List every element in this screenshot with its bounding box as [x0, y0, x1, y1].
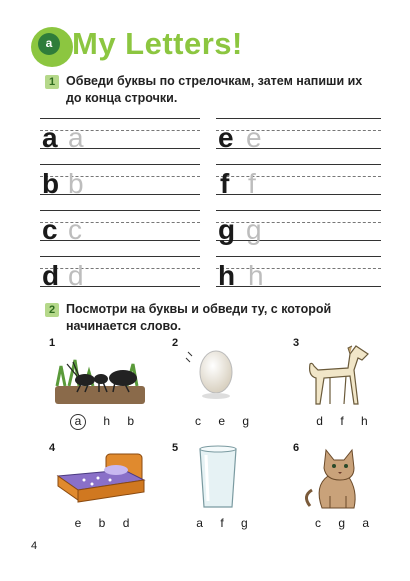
- choices-2: [172, 414, 272, 428]
- choices-1: [52, 414, 152, 430]
- letter-b: b: [42, 168, 60, 199]
- letter-d: d: [42, 260, 60, 291]
- bed-icon: [54, 450, 150, 506]
- writing-row-c[interactable]: [40, 210, 200, 246]
- letter-g: g: [218, 214, 236, 245]
- choice-letter[interactable]: a: [196, 516, 203, 530]
- choice-letter[interactable]: h: [103, 414, 110, 428]
- writing-row-d[interactable]: [40, 256, 200, 292]
- trace-letter-c: c: [68, 214, 82, 245]
- writing-row-g[interactable]: [216, 210, 381, 246]
- picture-number: 4: [49, 442, 56, 454]
- writing-row-b[interactable]: [40, 164, 200, 200]
- trace-letter-b: b: [68, 168, 84, 199]
- letter-f: f: [220, 168, 230, 199]
- glass-icon: [194, 445, 242, 511]
- task2-number: 2: [45, 303, 59, 317]
- egg-icon: [180, 342, 250, 404]
- choices-3: [292, 414, 392, 428]
- choice-letter[interactable]: d: [122, 516, 130, 530]
- choices-5: [172, 516, 272, 530]
- choice-letter[interactable]: e: [218, 414, 225, 428]
- trace-letter-a: a: [68, 122, 84, 153]
- choice-letter[interactable]: f: [340, 414, 344, 428]
- trace-letter-d: d: [68, 260, 84, 291]
- letter-c: c: [42, 214, 58, 245]
- choice-letter[interactable]: b: [127, 414, 135, 428]
- picture-number: 6: [293, 442, 300, 454]
- trace-letter-h: h: [248, 260, 264, 291]
- picture-number: 3: [293, 337, 300, 349]
- writing-row-a[interactable]: [40, 118, 200, 154]
- page-title: My Letters!: [72, 26, 243, 61]
- header-badge-letter: a: [38, 33, 60, 55]
- letter-h: h: [218, 260, 236, 291]
- writing-row-e[interactable]: [216, 118, 381, 154]
- picture-number: 5: [172, 442, 179, 454]
- writing-row-h[interactable]: [216, 256, 381, 292]
- choice-letter[interactable]: g: [338, 516, 345, 530]
- choice-letter[interactable]: h: [361, 414, 368, 428]
- picture-number: 1: [49, 337, 56, 349]
- choices-6: [292, 516, 392, 530]
- page-number: 4: [31, 540, 38, 552]
- choice-letter[interactable]: e: [74, 516, 82, 530]
- writing-row-f[interactable]: [216, 164, 381, 200]
- choice-letter[interactable]: g: [241, 516, 248, 530]
- choice-letter[interactable]: b: [98, 516, 106, 530]
- picture-number: 2: [172, 337, 179, 349]
- letter-e: e: [218, 122, 234, 153]
- letter-a: a: [42, 122, 58, 153]
- choice-letter-circled[interactable]: a: [70, 414, 86, 430]
- task2-instruction-line2: начинается слово.: [66, 319, 182, 333]
- choice-letter[interactable]: d: [316, 414, 323, 428]
- task2-instruction-line1: Посмотри на буквы и обведи ту, с которой: [66, 302, 332, 316]
- trace-letter-g: g: [246, 214, 262, 245]
- task1-instruction-line2: до конца строчки.: [66, 91, 178, 105]
- task1-number: 1: [45, 75, 59, 89]
- choice-letter[interactable]: g: [242, 414, 250, 428]
- choices-4: [52, 516, 152, 530]
- cat-icon: [300, 446, 378, 512]
- trace-letter-e: e: [246, 122, 262, 153]
- choice-letter[interactable]: f: [220, 516, 224, 530]
- task1-instruction-line1: Обведи буквы по стрелочкам, затем напиши их: [66, 74, 363, 88]
- ant-icon: [55, 346, 145, 406]
- choice-letter[interactable]: c: [194, 414, 201, 428]
- choice-letter[interactable]: c: [314, 516, 321, 530]
- trace-letter-f: f: [248, 168, 256, 199]
- horse-icon: [300, 340, 380, 408]
- choice-letter[interactable]: a: [362, 516, 370, 530]
